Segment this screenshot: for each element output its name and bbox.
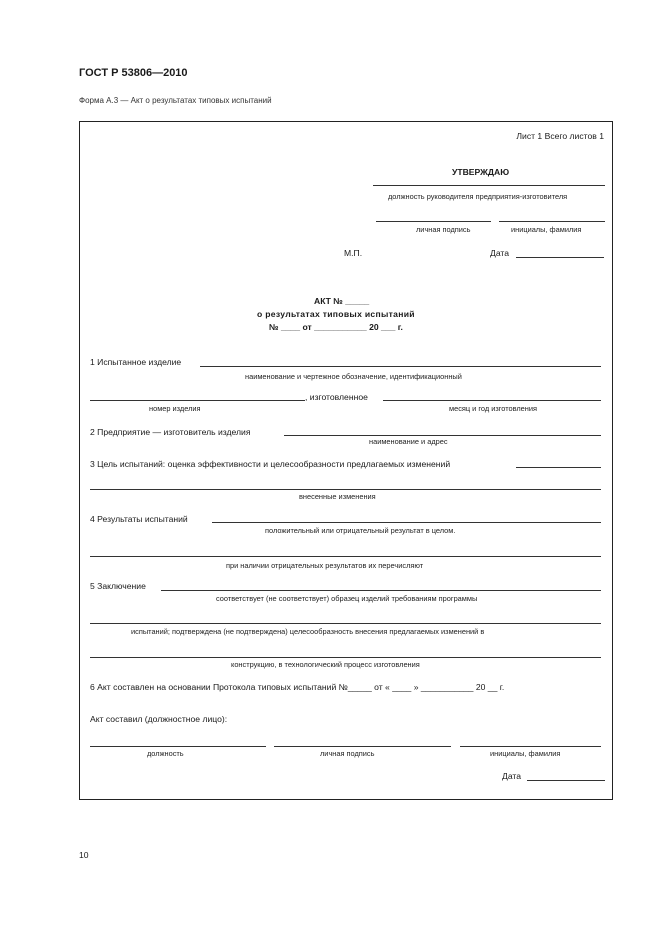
item5-line[interactable] — [161, 590, 601, 591]
product-number-caption: номер изделия — [149, 404, 201, 413]
compiler-initials-caption: инициалы, фамилия — [490, 749, 561, 758]
item2-label: 2 Предприятие — изготовитель изделия — [90, 427, 251, 437]
sheet-info: Лист 1 Всего листов 1 — [516, 131, 604, 141]
approve-label: УТВЕРЖДАЮ — [452, 167, 510, 177]
approve-initials-line[interactable] — [499, 221, 605, 222]
approve-date-line[interactable] — [516, 257, 604, 258]
act-subtitle: о результатах типовых испытаний — [257, 309, 415, 319]
final-date-label: Дата — [502, 771, 522, 781]
compiler-signature-line[interactable] — [274, 746, 451, 747]
head-position-caption: должность руководителя предприятия-изготовителя — [388, 192, 568, 201]
item5-line2[interactable] — [90, 623, 601, 624]
manufactured-label: , изготовленное — [305, 392, 368, 402]
item4-line2[interactable] — [90, 556, 601, 557]
manufacture-date-line[interactable] — [383, 400, 601, 401]
item6-text: 6 Акт составлен на основании Протокола типовых испытаний №_____ от « ____ » ___________ 20 __ г. — [90, 682, 505, 692]
item4-label: 4 Результаты испытаний — [90, 514, 188, 524]
item1-line[interactable] — [200, 366, 601, 367]
item4-line[interactable] — [212, 522, 601, 523]
item5-line3[interactable] — [90, 657, 601, 658]
item3-caption: внесенные изменения — [299, 492, 376, 501]
item3-line[interactable] — [516, 467, 601, 468]
item2-caption: наименование и адрес — [369, 437, 448, 446]
item5-label: 5 Заключение — [90, 581, 146, 591]
act-title: АКТ № _____ — [314, 296, 370, 306]
standard-header: ГОСТ Р 53806—2010 — [79, 67, 188, 79]
item2-line[interactable] — [284, 435, 601, 436]
approve-date-label: Дата — [490, 248, 510, 258]
compiler-position-line[interactable] — [90, 746, 266, 747]
head-position-line[interactable] — [373, 185, 605, 186]
manufacture-date-caption: месяц и год изготовления — [449, 404, 538, 413]
compiler-initials-line[interactable] — [460, 746, 601, 747]
item1-caption: наименование и чертежное обозначение, идентификационный — [245, 372, 462, 381]
act-number-line: № ____ от ___________ 20 ___ г. — [269, 322, 403, 332]
item3-line2[interactable] — [90, 489, 601, 490]
position-caption: должность — [147, 749, 184, 758]
item1-label: 1 Испытанное изделие — [90, 357, 182, 367]
compiler-signature-caption: личная подпись — [320, 749, 375, 758]
initials-caption: инициалы, фамилия — [511, 225, 582, 234]
item4-caption2: при наличии отрицательных результатов их перечисляют — [226, 561, 424, 570]
item5-caption2: испытаний; подтверждена (не подтверждена) целесообразность внесения предлагаемых изменений в — [131, 627, 485, 636]
page-number: 10 — [79, 850, 89, 860]
compiled-by-label: Акт составил (должностное лицо): — [90, 714, 228, 724]
item5-caption: соответствует (не соответствует) образец изделий требованиям программы — [216, 594, 478, 603]
item5-caption3: конструкцию, в технологический процесс изготовления — [231, 660, 420, 669]
form-caption: Форма А.3 — Акт о результатах типовых испытаний — [79, 96, 272, 105]
final-date-line[interactable] — [527, 780, 605, 781]
item4-caption: положительный или отрицательный результат в целом. — [265, 526, 456, 535]
approve-signature-line[interactable] — [376, 221, 491, 222]
signature-caption: личная подпись — [416, 225, 471, 234]
item3-label: 3 Цель испытаний: оценка эффективности и целесообразности предлагаемых изменений — [90, 459, 451, 469]
product-number-line[interactable] — [90, 400, 305, 401]
stamp-label: М.П. — [344, 248, 363, 258]
